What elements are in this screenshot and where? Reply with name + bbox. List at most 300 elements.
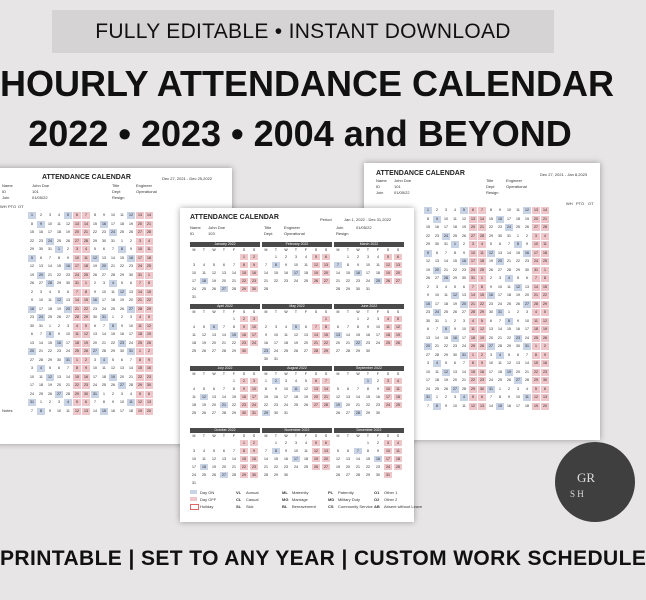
weekday-label: M xyxy=(264,310,268,314)
day-cell: 30 xyxy=(93,315,97,319)
legend-code: PL xyxy=(328,490,334,495)
day-cell: 23 xyxy=(541,369,549,376)
day-cell: 15 xyxy=(496,403,504,410)
shop-logo-seal xyxy=(555,442,635,522)
month-header: May 2022 xyxy=(262,304,332,309)
day-cell: 3 xyxy=(73,246,81,253)
day-cell: 11 xyxy=(192,395,196,399)
day-cell: 17 xyxy=(376,333,380,337)
day-cell: 4 xyxy=(193,387,195,391)
legend-swatch xyxy=(190,490,197,494)
sheet-right-period: Dec 27, 2021 - Jan 8,2023 xyxy=(540,172,588,177)
day-cell: 14 xyxy=(66,374,70,379)
day-cell: 26 xyxy=(57,315,61,319)
day-cell: 3 xyxy=(67,323,69,328)
day-cell: 3 xyxy=(526,310,528,314)
day-cell: 6 xyxy=(322,254,330,260)
day-cell: 6 xyxy=(210,324,218,330)
day-cell: 31 xyxy=(496,309,504,316)
day-cell: 2 xyxy=(130,238,132,243)
day-cell: 31 xyxy=(28,399,36,406)
day-cell: 8 xyxy=(31,221,33,226)
day-cell: 2 xyxy=(463,242,465,246)
day-cell: 1 xyxy=(103,391,105,396)
day-cell: 26 xyxy=(129,230,133,234)
sheet-left-field-name: Name xyxy=(2,183,13,188)
day-cell: 3 xyxy=(130,315,132,319)
day-cell: 20 xyxy=(129,298,133,302)
day-cell: 20 xyxy=(541,403,549,410)
sheet-left-field-dept: Dept xyxy=(112,189,121,194)
day-cell: 8 xyxy=(136,357,144,364)
day-cell: 20 xyxy=(489,335,493,340)
day-cell: 18 xyxy=(541,250,549,257)
day-cell: 6 xyxy=(322,440,330,446)
day-cell: 3 xyxy=(532,233,540,240)
day-cell: 18 xyxy=(102,374,106,379)
day-cell: 30 xyxy=(356,287,360,291)
day-cell: 14 xyxy=(498,327,502,331)
day-cell: 17 xyxy=(284,395,288,399)
day-cell: 28 xyxy=(129,383,133,387)
day-cell: 10 xyxy=(274,333,278,337)
day-cell: 11 xyxy=(435,369,439,374)
day-cell: 23 xyxy=(478,377,486,384)
day-cell: 17 xyxy=(93,374,97,379)
legend-label: Casual xyxy=(246,497,259,502)
weekday-label: F xyxy=(376,248,380,252)
day-cell: 19 xyxy=(312,456,320,462)
day-cell: 2 xyxy=(121,315,123,319)
day-cell: 13 xyxy=(82,408,90,415)
day-cell: 28 xyxy=(346,349,350,353)
day-cell: 28 xyxy=(222,411,226,415)
day-cell: 25 xyxy=(111,306,115,311)
day-cell: 26 xyxy=(294,349,298,353)
weekday-label: S xyxy=(242,372,246,376)
day-cell: 19 xyxy=(294,341,298,345)
day-cell: 2 xyxy=(377,441,379,445)
weekday-label: F xyxy=(304,248,308,252)
month-header: December 2022 xyxy=(334,428,404,433)
day-cell: 27 xyxy=(118,382,126,389)
day-cell: 31 xyxy=(274,357,278,361)
weekday-label: T xyxy=(366,372,370,376)
weekday-label: S xyxy=(324,372,328,376)
day-cell: 25 xyxy=(304,465,308,469)
day-cell: 24 xyxy=(250,340,258,346)
day-cell: 28 xyxy=(73,314,81,321)
day-cell: 30 xyxy=(250,286,258,292)
day-cell: 29 xyxy=(82,314,90,321)
day-cell: 5 xyxy=(203,387,205,391)
weekday-label: M xyxy=(264,372,268,376)
day-cell: 5 xyxy=(508,352,510,357)
day-cell: 14 xyxy=(478,216,486,223)
day-cell: 4 xyxy=(541,233,549,240)
legend-label: Military Duty xyxy=(338,497,361,502)
day-cell: 27 xyxy=(469,233,477,240)
weekday-label: T xyxy=(202,248,206,252)
sheet-left-value-join: 01/05/22 xyxy=(32,195,48,200)
day-cell: 6 xyxy=(478,394,486,401)
weekday-label: S xyxy=(324,434,328,438)
day-cell: 8 xyxy=(433,403,441,410)
day-cell: 17 xyxy=(274,341,278,345)
day-cell: 15 xyxy=(507,327,511,331)
day-cell: 9 xyxy=(377,387,379,391)
day-cell: 4 xyxy=(377,255,379,259)
legend-label: Bereavement xyxy=(292,504,316,509)
day-cell: 24 xyxy=(384,402,392,408)
day-cell: 11 xyxy=(444,293,448,297)
day-cell: 7 xyxy=(427,403,429,408)
day-cell: 23 xyxy=(462,267,466,272)
day-cell: 9 xyxy=(49,408,51,413)
day-cell: 27 xyxy=(532,224,540,231)
weekday-label: T xyxy=(366,310,370,314)
day-cell: 4 xyxy=(136,314,144,321)
legend-code: CL xyxy=(236,497,242,502)
day-cell: 2 xyxy=(526,233,528,238)
day-cell: 20 xyxy=(100,263,108,270)
day-cell: 3 xyxy=(469,241,477,248)
legend-label: Other 2 xyxy=(384,497,398,502)
day-cell: 2 xyxy=(31,289,33,294)
day-cell: 9 xyxy=(499,208,501,212)
day-cell: 4 xyxy=(64,399,72,406)
day-cell: 8 xyxy=(322,324,330,330)
day-cell: 30 xyxy=(240,348,248,354)
day-cell: 7 xyxy=(265,263,267,267)
day-cell: 14 xyxy=(356,395,360,399)
day-cell: 12 xyxy=(127,212,135,219)
day-cell: 2 xyxy=(272,378,280,384)
day-cell: 24 xyxy=(102,306,106,311)
day-cell: 28 xyxy=(354,410,362,416)
day-cell: 10 xyxy=(57,408,61,413)
day-cell: 30 xyxy=(541,377,549,384)
day-cell: 8 xyxy=(118,246,126,253)
day-cell: 16 xyxy=(460,258,468,265)
day-cell: 26 xyxy=(111,383,115,387)
day-cell: 16 xyxy=(240,332,248,338)
day-cell: 7 xyxy=(436,327,438,331)
day-cell: 13 xyxy=(334,332,342,338)
sheet-main-field-title: Title xyxy=(264,225,272,230)
day-cell: 8 xyxy=(499,395,501,399)
day-cell: 6 xyxy=(347,387,349,391)
day-cell: 19 xyxy=(426,267,430,272)
day-cell: 13 xyxy=(222,457,226,461)
day-cell: 23 xyxy=(250,464,258,470)
day-cell: 3 xyxy=(49,213,51,217)
day-cell: 2 xyxy=(490,276,492,280)
day-cell: 12 xyxy=(426,259,430,263)
day-cell: 23 xyxy=(376,465,380,469)
day-cell: 19 xyxy=(120,298,124,302)
day-cell: 25 xyxy=(469,343,477,350)
day-cell: 16 xyxy=(28,306,36,313)
day-cell: 11 xyxy=(202,271,206,275)
day-cell: 19 xyxy=(525,216,529,221)
day-cell: 12 xyxy=(73,408,81,415)
day-cell: 29 xyxy=(322,348,330,354)
day-cell: 21 xyxy=(498,335,502,340)
day-cell: 2 xyxy=(67,247,69,251)
day-cell: 18 xyxy=(73,340,81,347)
day-cell: 8 xyxy=(103,400,105,404)
day-cell: 28 xyxy=(507,267,511,272)
day-cell: 26 xyxy=(462,233,466,238)
day-cell: 23 xyxy=(426,310,430,314)
weekday-label: S xyxy=(314,248,318,252)
day-cell: 10 xyxy=(73,255,81,262)
day-cell: 3 xyxy=(490,352,492,357)
day-cell: 15 xyxy=(453,259,457,263)
day-cell: 22 xyxy=(111,340,115,345)
sheet-right-col-pto: PTO xyxy=(576,201,585,206)
day-cell: 12 xyxy=(118,289,126,296)
day-cell: 1 xyxy=(55,246,63,253)
day-cell: 15 xyxy=(478,292,486,299)
day-cell: 30 xyxy=(250,472,258,478)
day-cell: 4 xyxy=(454,208,456,212)
day-cell: 15 xyxy=(322,332,330,338)
day-cell: 4 xyxy=(433,360,441,367)
day-cell: 4 xyxy=(305,441,307,445)
day-cell: 10 xyxy=(66,332,70,336)
day-cell: 17 xyxy=(384,456,392,462)
day-cell: 18 xyxy=(394,456,402,462)
day-cell: 1 xyxy=(424,207,432,214)
day-cell: 4 xyxy=(100,357,108,364)
day-cell: 2 xyxy=(58,323,60,328)
sheet-right-field-resign: Resign xyxy=(486,190,499,195)
day-cell: 5 xyxy=(58,289,60,294)
day-cell: 21 xyxy=(232,279,236,283)
day-cell: 12 xyxy=(487,250,495,257)
legend-code: AB xyxy=(374,504,380,509)
day-cell: 3 xyxy=(40,289,42,294)
day-cell: 1 xyxy=(436,395,438,399)
day-cell: 3 xyxy=(454,395,456,399)
day-cell: 15 xyxy=(120,255,124,260)
day-cell: 23 xyxy=(93,306,97,311)
day-cell: 13 xyxy=(489,327,493,331)
day-cell: 19 xyxy=(129,221,133,226)
day-cell: 15 xyxy=(111,332,115,336)
day-cell: 12 xyxy=(111,366,115,370)
day-cell: 23 xyxy=(514,335,522,342)
day-cell: 22 xyxy=(232,341,236,345)
day-cell: 20 xyxy=(212,341,216,345)
day-cell: 17 xyxy=(192,465,196,469)
day-cell: 22 xyxy=(48,349,52,353)
day-cell: 19 xyxy=(145,331,153,338)
day-cell: 7 xyxy=(478,207,486,214)
day-cell: 21 xyxy=(129,374,133,379)
day-cell: 19 xyxy=(212,465,216,469)
day-cell: 25 xyxy=(384,340,392,346)
day-cell: 4 xyxy=(193,325,195,329)
day-cell: 9 xyxy=(427,293,429,297)
day-cell: 27 xyxy=(487,343,495,350)
day-cell: 18 xyxy=(532,326,540,333)
day-cell: 1 xyxy=(275,441,277,445)
day-cell: 5 xyxy=(49,366,51,370)
day-cell: 19 xyxy=(109,374,117,381)
day-cell: 14 xyxy=(48,264,52,268)
day-cell: 28 xyxy=(232,287,236,291)
day-cell: 31 xyxy=(523,343,531,350)
day-cell: 17 xyxy=(469,258,477,265)
day-cell: 26 xyxy=(336,411,340,415)
day-cell: 24 xyxy=(129,340,133,345)
legend-code: CS xyxy=(328,504,334,509)
day-cell: 1 xyxy=(240,254,248,260)
day-cell: 25 xyxy=(478,267,486,274)
day-cell: 18 xyxy=(304,457,308,461)
day-cell: 11 xyxy=(541,241,549,248)
day-cell: 4 xyxy=(526,386,528,391)
day-cell: 25 xyxy=(192,349,196,353)
weekday-label: F xyxy=(232,434,236,438)
day-cell: 7 xyxy=(233,263,235,267)
sheet-left-col-wh: WH xyxy=(0,204,7,209)
weekday-label: T xyxy=(274,248,278,252)
day-cell: 12 xyxy=(200,394,208,400)
day-cell: 11 xyxy=(532,318,540,325)
day-cell: 7 xyxy=(508,242,510,246)
day-cell: 15 xyxy=(274,271,278,275)
day-cell: 10 xyxy=(489,361,493,365)
day-cell: 22 xyxy=(232,403,236,407)
day-cell: 29 xyxy=(541,301,549,308)
day-cell: 9 xyxy=(508,395,510,399)
day-cell: 25 xyxy=(284,349,288,353)
sheet-right-value-id: 101 xyxy=(394,184,401,189)
day-cell: 22 xyxy=(354,340,362,346)
day-cell: 12 xyxy=(541,318,549,325)
day-cell: 25 xyxy=(516,225,520,229)
day-cell: 16 xyxy=(64,263,72,270)
legend-code: BL xyxy=(282,504,288,509)
day-cell: 12 xyxy=(294,333,298,337)
day-cell: 29 xyxy=(48,357,52,362)
day-cell: 16 xyxy=(120,332,124,336)
sheet-main-field-resign: Resign xyxy=(336,231,349,236)
day-cell: 13 xyxy=(212,333,216,337)
weekday-label: F xyxy=(376,310,380,314)
weekday-label: S xyxy=(252,372,256,376)
day-cell: 30 xyxy=(102,238,106,243)
day-cell: 4 xyxy=(305,255,307,259)
day-cell: 2 xyxy=(285,255,287,259)
weekday-label: W xyxy=(284,248,288,252)
day-cell: 29 xyxy=(469,386,477,393)
day-cell: 29 xyxy=(426,242,430,246)
day-cell: 5 xyxy=(213,449,215,453)
day-cell: 4 xyxy=(384,316,392,322)
day-cell: 13 xyxy=(73,221,81,228)
day-cell: 24 xyxy=(93,383,97,387)
day-cell: 16 xyxy=(39,230,43,234)
day-cell: 7 xyxy=(67,366,69,370)
day-cell: 1 xyxy=(532,343,540,350)
day-cell: 8 xyxy=(94,213,96,217)
day-cell: 25 xyxy=(102,383,106,387)
day-cell: 6 xyxy=(517,352,519,357)
day-cell: 30 xyxy=(516,344,520,348)
day-cell: 22 xyxy=(145,297,153,304)
day-cell: 3 xyxy=(103,281,105,285)
sheet-main-value-name: John Doe xyxy=(208,225,226,230)
day-cell: 19 xyxy=(93,264,97,268)
day-cell: 24 xyxy=(294,279,298,283)
day-cell: 10 xyxy=(129,323,133,328)
weekday-label: T xyxy=(294,434,298,438)
day-cell: 14 xyxy=(129,366,133,370)
sheet-right-field-id: ID xyxy=(376,184,380,189)
day-cell: 18 xyxy=(200,464,208,470)
day-cell: 22 xyxy=(366,465,370,469)
day-cell: 6 xyxy=(130,281,132,285)
day-cell: 11 xyxy=(384,324,392,330)
day-cell: 30 xyxy=(366,349,370,353)
day-cell: 29 xyxy=(532,377,540,384)
day-cell: 10 xyxy=(136,246,144,253)
weekday-label: S xyxy=(386,434,390,438)
sheet-left-field-resign: Resign xyxy=(112,195,125,200)
day-cell: 18 xyxy=(200,278,208,284)
day-cell: 2 xyxy=(357,255,359,259)
day-cell: 15 xyxy=(264,395,268,399)
weekday-label: F xyxy=(232,248,236,252)
day-cell: 7 xyxy=(469,284,477,291)
day-cell: 2 xyxy=(250,440,258,446)
day-cell: 8 xyxy=(442,326,450,333)
weekday-label: S xyxy=(324,310,328,314)
legend-label: Day OFF xyxy=(200,497,217,502)
day-cell: 27 xyxy=(498,267,502,272)
day-cell: 17 xyxy=(136,255,144,262)
day-cell: 13 xyxy=(453,369,457,374)
day-cell: 15 xyxy=(240,456,248,462)
weekday-label: T xyxy=(294,248,298,252)
day-cell: 26 xyxy=(212,473,216,477)
month-header: July 2022 xyxy=(190,366,260,371)
weekday-label: T xyxy=(346,310,350,314)
day-cell: 30 xyxy=(462,276,466,280)
day-cell: 19 xyxy=(48,383,52,387)
weekday-label: S xyxy=(396,248,400,252)
day-cell: 9 xyxy=(541,352,549,359)
day-cell: 17 xyxy=(507,216,511,221)
day-cell: 19 xyxy=(462,225,466,229)
day-cell: 24 xyxy=(66,349,70,353)
day-cell: 26 xyxy=(66,238,70,243)
day-cell: 11 xyxy=(136,323,144,330)
day-cell: 3 xyxy=(445,208,447,212)
day-cell: 31 xyxy=(250,410,258,416)
day-cell: 9 xyxy=(463,250,465,255)
day-cell: 23 xyxy=(262,348,270,354)
day-cell: 17 xyxy=(30,383,34,387)
sheet-left-value-name: John Doe xyxy=(32,183,50,188)
day-cell: 4 xyxy=(145,238,153,245)
day-cell: 6 xyxy=(103,247,105,251)
